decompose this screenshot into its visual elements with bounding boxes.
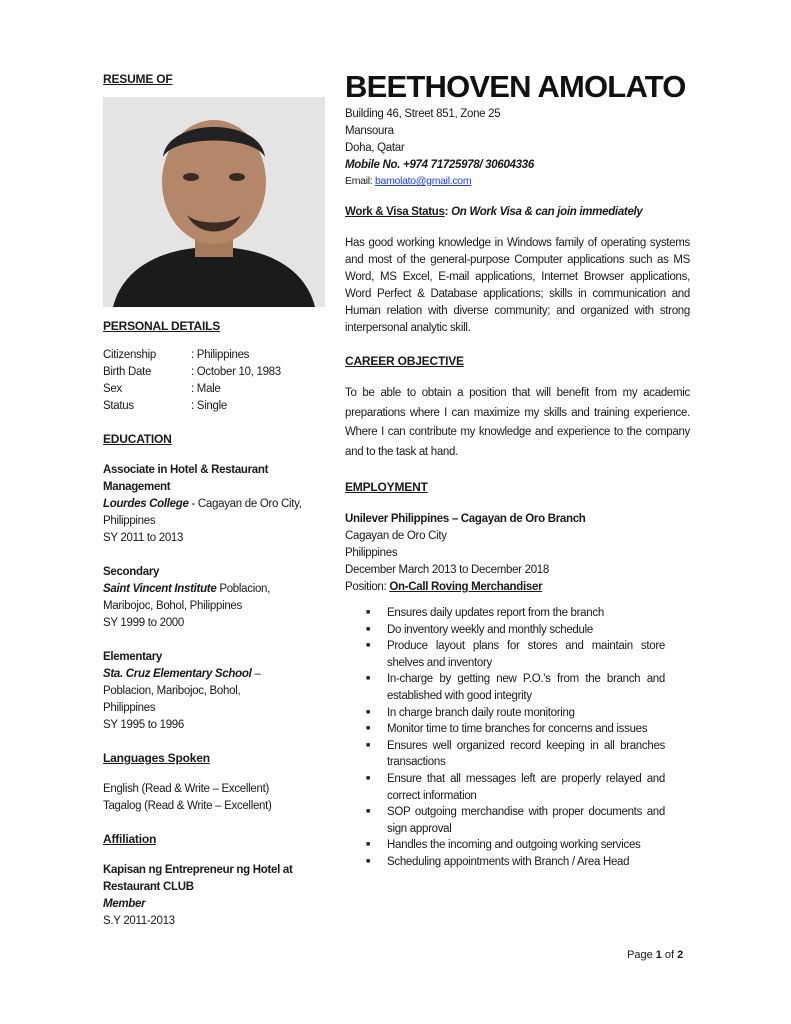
email-label: Email:: [345, 175, 375, 187]
education-years: SY 1999 to 2000: [103, 617, 184, 629]
employer-country: Philippines: [345, 547, 398, 559]
list-item: ■ Handles the incoming and outgoing working services: [363, 837, 665, 854]
education-entry: [103, 462, 308, 547]
affiliation-years: S.Y 2011-2013: [103, 915, 175, 927]
school-location: Poblacion, Maribojoc, Bohol, Philippines: [103, 583, 271, 612]
position-label: Position:: [345, 581, 390, 593]
affiliation-role: Member: [103, 898, 146, 910]
detail-label: Sex: [103, 383, 122, 395]
personal-details-heading: PERSONAL DETAILS: [103, 319, 221, 333]
education-heading: EDUCATION: [103, 432, 172, 446]
list-item: ■ Ensures daily updates report from the branch: [363, 605, 665, 622]
address-block: [345, 106, 690, 189]
list-item: ■ Ensure that all messages left are properly relayed and correct information: [363, 771, 665, 804]
personal-detail-row: [103, 364, 325, 381]
position-title: On-Call Roving Merchandiser: [389, 581, 543, 593]
personal-detail-row: [103, 347, 325, 364]
list-item: ■ Produce layout plans for stores and maintain store shelves and inventory: [363, 638, 665, 671]
affiliation-org: Kapisan ng Entrepreneur ng Hotel at Restaurant CLUB: [103, 864, 293, 893]
detail-value: : October 10, 1983: [191, 366, 281, 378]
education-entry: [103, 649, 283, 734]
career-objective-heading: CAREER OBJECTIVE: [345, 354, 464, 368]
affiliation-entry: [103, 862, 308, 930]
detail-label: Status: [103, 400, 134, 412]
list-item: ■ Do inventory weekly and monthly schedule: [363, 622, 665, 639]
education-level: Associate in Hotel & Restaurant Management: [103, 464, 269, 493]
page-word: Page: [627, 949, 656, 961]
education-level: Secondary: [103, 566, 160, 578]
school-location: – Poblacion, Maribojoc, Bohol, Philippines: [103, 668, 261, 714]
school-name: Sta. Cruz Elementary School: [103, 668, 252, 680]
employment-entry: [345, 511, 690, 596]
profile-photo: [103, 97, 325, 307]
page-total: 2: [677, 949, 684, 961]
left-column: [103, 70, 325, 86]
right-column: [345, 70, 690, 871]
list-item: ■ In-charge by getting new P.O.'s from the branch and established with good integrity: [363, 671, 665, 704]
mobile-number: Mobile No. +974 71725978/ 30604336: [345, 159, 534, 171]
language-item: Tagalog (Read & Write – Excellent): [103, 800, 272, 812]
list-item: ■ Scheduling appointments with Branch / Area Head: [363, 854, 665, 871]
detail-label: Citizenship: [103, 349, 156, 361]
visa-status: Work & Visa Status: On Work Visa & can join immediately: [345, 206, 643, 218]
education-level: Elementary: [103, 651, 163, 663]
employer-name: Unilever Philippines – Cagayan de Oro Branch: [345, 513, 586, 525]
resume-of-heading: RESUME OF: [103, 72, 173, 86]
visa-value: On Work Visa & can join immediately: [451, 206, 643, 218]
list-item: ■ Ensures well organized record keeping in all branches transactions: [363, 738, 665, 771]
detail-label: Birth Date: [103, 366, 152, 378]
employment-heading: EMPLOYMENT: [345, 480, 428, 494]
of-word: of: [661, 949, 678, 961]
page-current: 1: [655, 949, 662, 961]
personal-detail-row: [103, 381, 325, 398]
school-name: Saint Vincent Institute: [103, 583, 217, 595]
list-item: ■ In charge branch daily route monitoring: [363, 705, 665, 722]
languages-heading: Languages Spoken: [103, 751, 210, 765]
summary-paragraph: Has good working knowledge in Windows family of operating systems and most of the general-purpose Computer applications such as MS Word, MS Excel, E-mail applications, Internet Browser applications, Word Perfect & Database applications; skills in communication and Human relation with diverse community; and organized with strong interpersonal analytic skill.: [345, 237, 690, 334]
employer-city: Cagayan de Oro City: [345, 530, 447, 542]
address-line: Doha, Qatar: [345, 142, 405, 154]
detail-value: : Male: [191, 383, 221, 395]
personal-details-section: [103, 319, 325, 930]
school-name: Lourdes College: [103, 498, 189, 510]
duties-list: [363, 605, 665, 871]
education-entry: [103, 564, 308, 632]
page-number: [627, 949, 683, 961]
personal-detail-row: [103, 398, 325, 415]
education-years: SY 2011 to 2013: [103, 532, 184, 544]
visa-label: Work & Visa Status: [345, 206, 445, 218]
career-objective-text: To be able to obtain a position that will benefit from my academic preparations where I can maximize my skills and training experience. Where I can contribute my knowledge and experience to the company and to the task at hand.: [345, 387, 690, 458]
language-item: English (Read & Write – Excellent): [103, 783, 269, 795]
detail-value: : Philippines: [191, 349, 250, 361]
email-line: [345, 174, 690, 189]
affiliation-heading: Affiliation: [103, 832, 157, 846]
address-line: Mansoura: [345, 125, 394, 137]
languages-list: [103, 781, 325, 815]
position-line: [345, 579, 690, 596]
list-item: ■ SOP outgoing merchandise with proper documents and sign approval: [363, 804, 665, 837]
employment-period: December March 2013 to December 2018: [345, 564, 549, 576]
detail-value: : Single: [191, 400, 227, 412]
email-link[interactable]: bamolato@gmail.com: [375, 175, 472, 187]
candidate-name: BEETHOVEN AMOLATO: [345, 69, 686, 104]
address-line: Building 46, Street 851, Zone 25: [345, 108, 501, 120]
education-years: SY 1995 to 1996: [103, 719, 184, 731]
school-location: - Cagayan de Oro City, Philippines: [103, 498, 302, 527]
list-item: ■ Monitor time to time branches for concerns and issues: [363, 721, 665, 738]
